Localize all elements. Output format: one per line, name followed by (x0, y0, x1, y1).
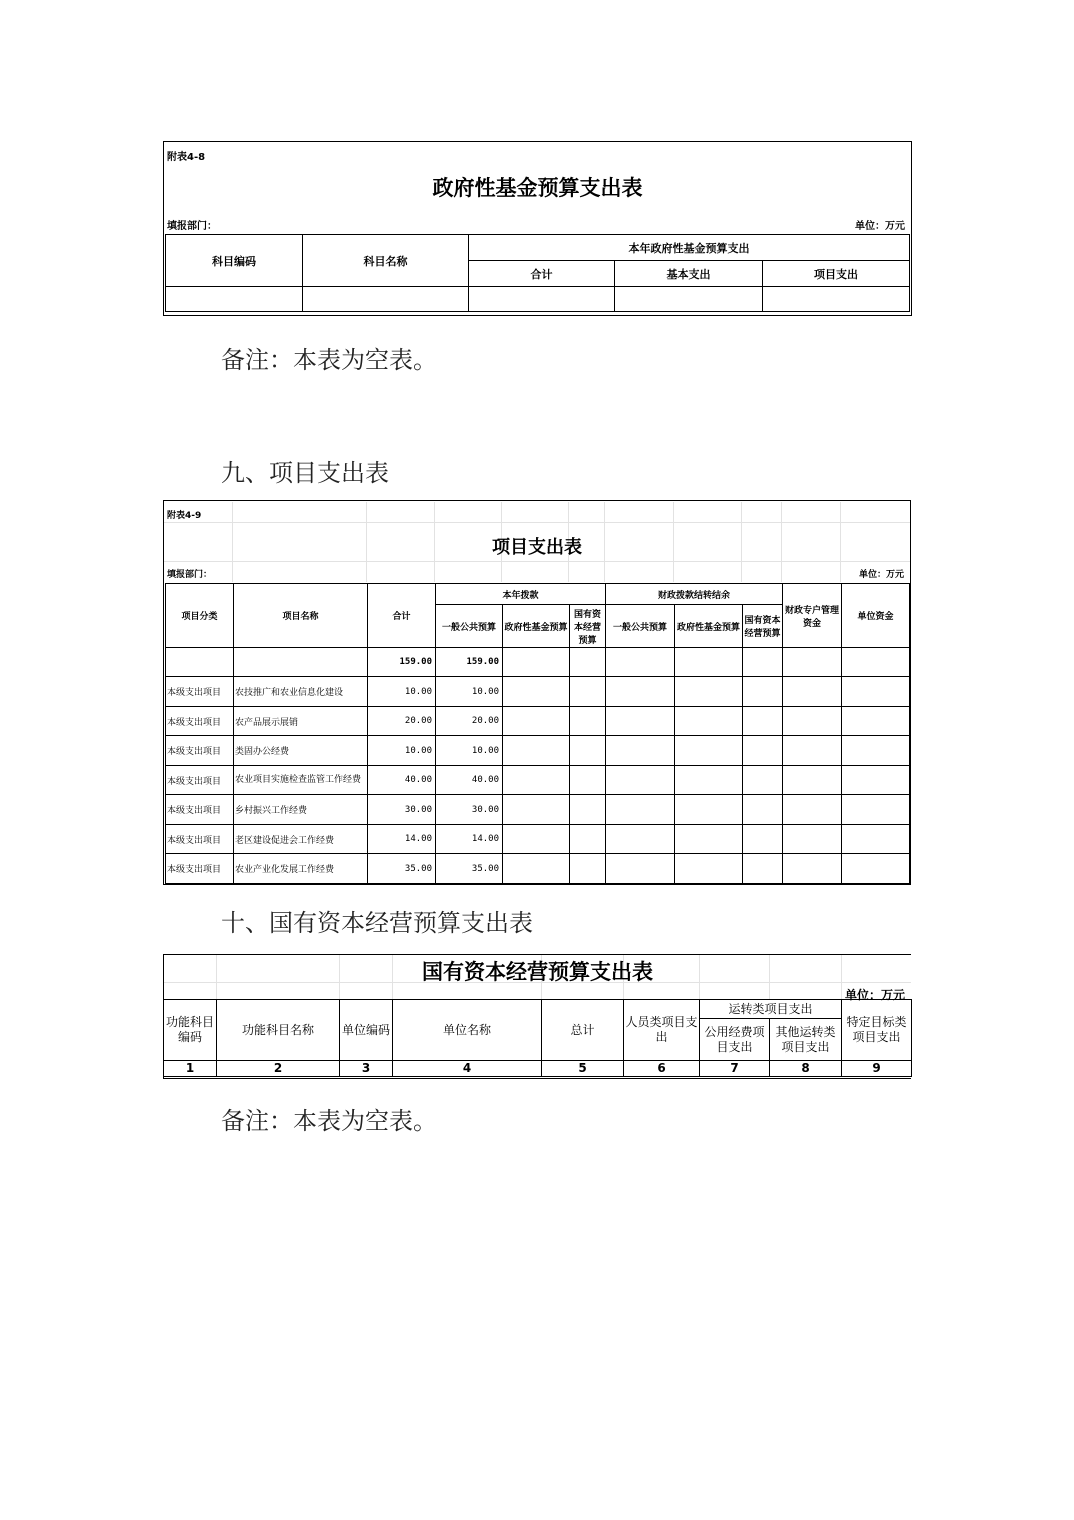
column-number: 3 (340, 1061, 393, 1077)
total-value: 40.00 (368, 766, 436, 795)
project-category: 本级支出项目 (166, 825, 234, 854)
header-transfer-group: 运转类项目支出 (700, 1000, 842, 1019)
project-name: 类固办公经费 (234, 736, 368, 766)
general-value: 10.00 (436, 736, 503, 766)
general-value: 35.00 (436, 854, 503, 884)
header-public-funds: 公用经费项目支出 (700, 1019, 770, 1061)
general-value: 159.00 (436, 648, 503, 677)
project-category: 本级支出项目 (166, 766, 234, 795)
project-name: 乡村振兴工作经费 (234, 795, 368, 825)
general-value: 30.00 (436, 795, 503, 825)
total-value: 35.00 (368, 854, 436, 884)
table-grid (163, 999, 912, 1077)
header-func-name: 功能科目名称 (217, 1000, 340, 1061)
column-number: 5 (542, 1061, 624, 1077)
total-value: 30.00 (368, 795, 436, 825)
table-title: 政府性基金预算支出表 (432, 176, 643, 200)
reporting-dept-label: 填报部门： (167, 570, 213, 580)
table-row (166, 677, 910, 707)
unit-label: 单位：万元 (844, 988, 905, 1002)
header-group: 本年政府性基金预算支出 (469, 235, 910, 261)
table-title: 项目支出表 (492, 537, 582, 558)
header-unit-funds: 单位资金 (842, 584, 910, 648)
column-number: 7 (700, 1061, 770, 1077)
gov-fund-budget-table (163, 141, 912, 316)
header-name: 项目名称 (234, 584, 368, 648)
column-number: 9 (842, 1061, 912, 1077)
column-number: 4 (393, 1061, 542, 1077)
total-value: 20.00 (368, 707, 436, 736)
project-category: 本级支出项目 (166, 707, 234, 736)
note-empty-table: 备注：本表为空表。 (221, 346, 437, 374)
project-category: 本级支出项目 (166, 677, 234, 707)
header-unit-code: 单位编码 (340, 1000, 393, 1061)
table-row (166, 825, 910, 854)
total-row (166, 648, 910, 677)
general-value: 10.00 (436, 677, 503, 707)
table-grid (165, 234, 910, 312)
general-value: 14.00 (436, 825, 503, 854)
header-capital: 国有资本经营预算 (743, 605, 783, 648)
table-grid (165, 583, 910, 884)
column-number: 8 (770, 1061, 842, 1077)
table-row (166, 707, 910, 736)
reporting-dept-label: 填报部门： (167, 221, 217, 232)
header-special-target: 特定目标类项目支出 (842, 1000, 912, 1061)
header-unit-name: 单位名称 (393, 1000, 542, 1061)
header-current-year: 本年拨款 (436, 584, 606, 605)
header-project: 项目支出 (763, 261, 910, 287)
header-general: 一般公共预算 (606, 605, 675, 648)
project-category: 本级支出项目 (166, 795, 234, 825)
table-row (166, 736, 910, 766)
column-number-row (164, 1061, 912, 1077)
header-total: 总计 (542, 1000, 624, 1061)
project-name: 农业项目实施检查监管工作经费 (234, 766, 368, 795)
section-heading-10: 十、国有资本经营预算支出表 (221, 909, 533, 937)
table-row (166, 795, 910, 825)
header-basic: 基本支出 (615, 261, 763, 287)
column-number: 1 (164, 1061, 217, 1077)
table-title: 国有资本经营预算支出表 (422, 960, 653, 984)
table-tag: 附表4-8 (167, 152, 206, 163)
header-func-code: 功能科目编码 (164, 1000, 217, 1061)
note-empty-table: 备注：本表为空表。 (221, 1107, 437, 1135)
unit-label: 单位：万元 (858, 570, 904, 580)
header-other-transfer: 其他运转类项目支出 (770, 1019, 842, 1061)
header-fund: 政府性基金预算 (675, 605, 743, 648)
header-capital: 国有资本经营预算 (570, 605, 606, 648)
header-total: 合计 (469, 261, 615, 287)
project-name: 农业产业化发展工作经费 (234, 854, 368, 884)
header-carryover: 财政拨款结转结余 (606, 584, 783, 605)
header-general: 一般公共预算 (436, 605, 503, 648)
total-value: 14.00 (368, 825, 436, 854)
header-personnel: 人员类项目支出 (624, 1000, 700, 1061)
header-name: 科目名称 (303, 235, 469, 287)
table-tag: 附表4-9 (167, 511, 202, 521)
project-name: 农产品展示展销 (234, 707, 368, 736)
header-code: 科目编码 (166, 235, 303, 287)
project-expenditure-table (163, 500, 911, 885)
total-value: 159.00 (368, 648, 436, 677)
state-capital-budget-table (163, 954, 911, 1079)
unit-label: 单位：万元 (855, 221, 905, 232)
total-value: 10.00 (368, 677, 436, 707)
header-category: 项目分类 (166, 584, 234, 648)
general-value: 20.00 (436, 707, 503, 736)
project-category: 本级支出项目 (166, 854, 234, 884)
header-total: 合计 (368, 584, 436, 648)
general-value: 40.00 (436, 766, 503, 795)
table-row (166, 287, 910, 312)
project-category: 本级支出项目 (166, 736, 234, 766)
section-heading-9: 九、项目支出表 (221, 459, 389, 487)
column-number: 2 (217, 1061, 340, 1077)
project-name: 老区建设促进会工作经费 (234, 825, 368, 854)
table-row (166, 766, 910, 795)
column-number: 6 (624, 1061, 700, 1077)
header-special-account: 财政专户管理资金 (783, 584, 842, 648)
header-fund: 政府性基金预算 (503, 605, 570, 648)
total-value: 10.00 (368, 736, 436, 766)
table-row (166, 854, 910, 884)
project-name: 农技推广和农业信息化建设 (234, 677, 368, 707)
